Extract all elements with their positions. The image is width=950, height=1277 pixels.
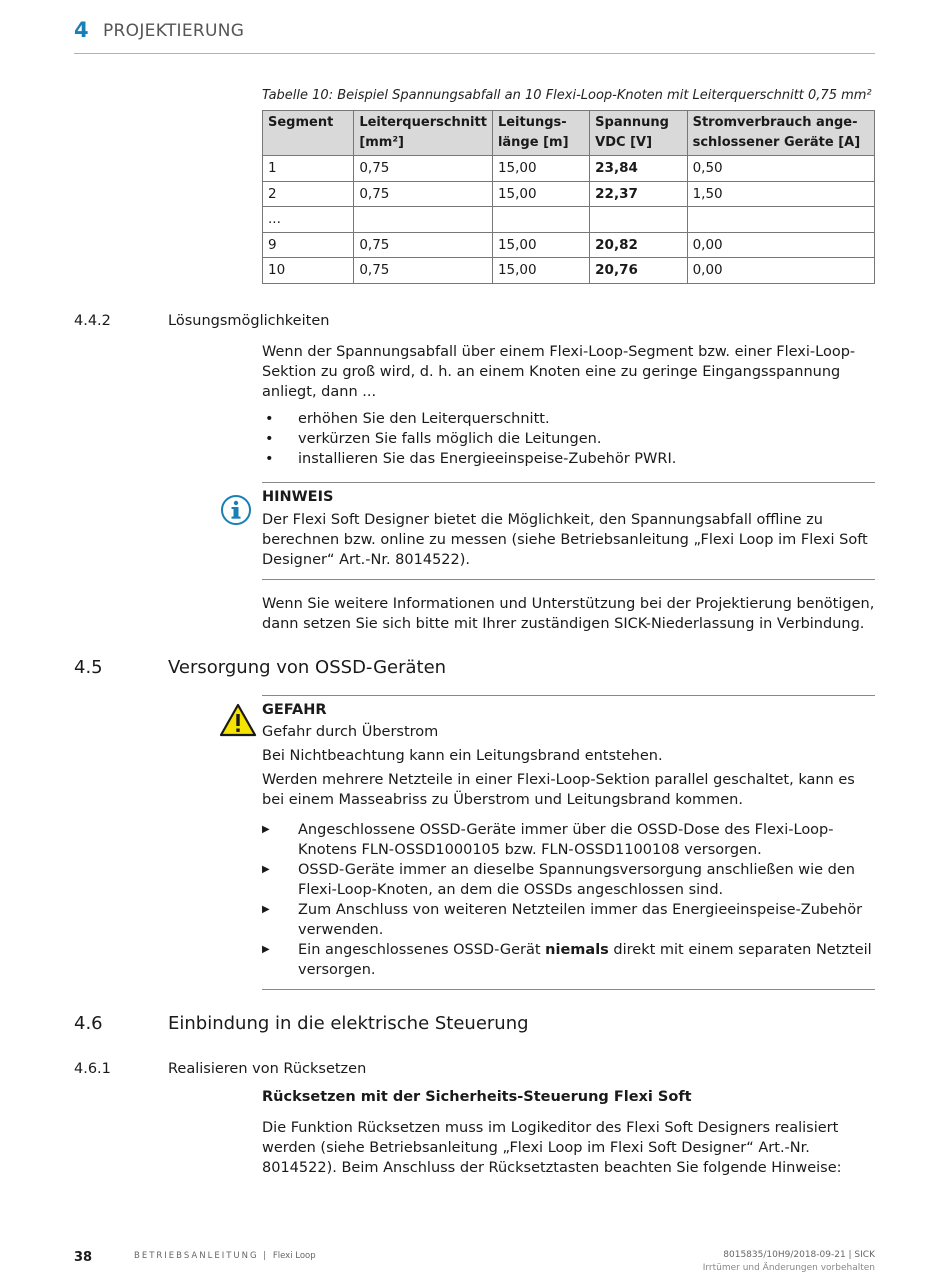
- section-paragraph: Wenn Sie weitere Informationen und Unterstützung bei der Projektierung benötigen, dann setzen Sie sich bitte mit Ihrer zuständigen SICK-Niederlassung in Verbindung.: [262, 596, 875, 632]
- table-cell: 0,75: [354, 232, 493, 258]
- warning-icon: [219, 703, 257, 737]
- table-cell: 20,82: [590, 232, 687, 258]
- list-item: ▶ Angeschlossene OSSD-Geräte immer über die OSSD-Dose des Flexi-Loop-Knotens FLN-OSSD1000105 bzw. FLN-OSSD1100108 versorgen.: [262, 820, 875, 860]
- subheading: Rücksetzen mit der Sicherheits-Steuerung Flexi Soft: [262, 1089, 692, 1105]
- section-number: 4.6.1: [74, 1061, 111, 1077]
- table-cell: 2: [263, 181, 354, 207]
- note-bottom-rule: [262, 579, 875, 580]
- table-cell: 1,50: [687, 181, 874, 207]
- danger-paragraph: Bei Nichtbeachtung kann ein Leitungsbrand entstehen.: [262, 748, 663, 764]
- table-cell: 15,00: [492, 232, 589, 258]
- table-cell: 0,75: [354, 181, 493, 207]
- section-title: Lösungsmöglichkeiten: [168, 313, 330, 329]
- table-cell: ...: [263, 207, 354, 233]
- note-top-rule: [262, 482, 875, 483]
- list-item: • erhöhen Sie den Leiterquerschnitt.: [262, 409, 875, 429]
- table-row: [263, 181, 875, 207]
- footer-document-type: BETRIEBSANLEITUNG | Flexi Loop: [134, 1251, 316, 1261]
- voltage-drop-table: [262, 110, 875, 284]
- table-header-cell: Leiterquerschnitt [mm²]: [354, 111, 493, 156]
- list-item: ▶ OSSD-Geräte immer an dieselbe Spannungsversorgung anschließen wie den Flexi-Loop-Knoten, an dem die OSSDs angeschlossen sind.: [262, 860, 875, 900]
- page-number: 38: [74, 1250, 93, 1265]
- table-cell: 0,00: [687, 258, 874, 284]
- instruction-list: [262, 820, 875, 980]
- table-cell: 15,00: [492, 156, 589, 182]
- table-cell: 0,75: [354, 156, 493, 182]
- table-row: [263, 156, 875, 182]
- page-header: [74, 18, 875, 54]
- table-header-row: [263, 111, 875, 156]
- section-title: Einbindung in die elektrische Steuerung: [168, 1013, 529, 1034]
- chapter-title: PROJEKTIERUNG: [103, 21, 245, 41]
- danger-label: GEFAHR: [262, 702, 327, 718]
- table-cell: 0,50: [687, 156, 874, 182]
- table-cell: 0,00: [687, 232, 874, 258]
- table-cell: [492, 207, 589, 233]
- section-number: 4.4.2: [74, 313, 111, 329]
- table-caption: Tabelle 10: Beispiel Spannungsabfall an 10 Flexi-Loop-Knoten mit Leiterquerschnitt 0,75 mm²: [262, 88, 872, 103]
- footer-document-id: 8015835/10H9/2018-09-21 | SICK: [723, 1250, 875, 1260]
- table-cell: 23,84: [590, 156, 687, 182]
- list-item: • installieren Sie das Energieeinspeise-Zubehör PWRI.: [262, 449, 875, 469]
- section-intro: Wenn der Spannungsabfall über einem Flexi-Loop-Segment bzw. einer Flexi-Loop-Sektion zu groß wird, d. h. an einem Knoten eine zu geringe Eingangsspannung anliegt, dann ...: [262, 344, 856, 400]
- table-cell: 0,75: [354, 258, 493, 284]
- table-header-cell: Stromverbrauch ange- schlossener Geräte [A]: [687, 111, 874, 156]
- section-title: Realisieren von Rücksetzen: [168, 1061, 367, 1077]
- section-number: 4.5: [74, 657, 103, 678]
- table-header-cell: Segment: [263, 111, 354, 156]
- table-row: [263, 207, 875, 233]
- footer-disclaimer: Irrtümer und Änderungen vorbehalten: [702, 1263, 875, 1273]
- info-icon: [220, 494, 252, 526]
- step-text: direkt mit einem separaten Netzteil versorgen.: [298, 942, 872, 978]
- table-cell: 15,00: [492, 181, 589, 207]
- table-cell: 15,00: [492, 258, 589, 284]
- table-row: [263, 258, 875, 284]
- danger-subtitle: Gefahr durch Überstrom: [262, 724, 439, 740]
- table-cell: 22,37: [590, 181, 687, 207]
- bullet-list: [262, 409, 875, 469]
- product-name: Flexi Loop: [272, 1251, 316, 1261]
- step-text: Ein angeschlossenes OSSD-Gerät: [298, 942, 546, 958]
- table-header-cell: Leitungs- länge [m]: [492, 111, 589, 156]
- table-cell: 9: [263, 232, 354, 258]
- table-cell: 20,76: [590, 258, 687, 284]
- section-paragraph: Die Funktion Rücksetzen muss im Logikeditor des Flexi Soft Designers realisiert werden (siehe Betriebsanleitung „Flexi Loop im Flexi Soft Designer“ Art.-Nr. 8014522). Beim Anschluss der Rücksetztasten beachten Sie folgende Hinweise:: [262, 1120, 842, 1176]
- list-item: ▶ Zum Anschluss von weiteren Netzteilen immer das Energieeinspeise-Zubehör verwenden.: [262, 900, 875, 940]
- doc-type: BETRIEBSANLEITUNG: [134, 1251, 259, 1261]
- table-cell: 1: [263, 156, 354, 182]
- list-item: [262, 940, 875, 980]
- chapter-number: 4: [74, 18, 89, 42]
- section-title: Versorgung von OSSD-Geräten: [168, 657, 447, 678]
- note-label: HINWEIS: [262, 489, 334, 505]
- danger-bottom-rule: [262, 989, 875, 990]
- note-text: Der Flexi Soft Designer bietet die Möglichkeit, den Spannungsabfall offline zu berechnen bzw. online zu messen (siehe Betriebsanleitung „Flexi Loop im Flexi Soft Designer“ Art.-Nr. 8014522).: [262, 512, 868, 568]
- table-row: [263, 232, 875, 258]
- table-cell: [354, 207, 493, 233]
- table-cell: [687, 207, 874, 233]
- emphasis-text: niemals: [545, 942, 609, 958]
- danger-paragraph: Werden mehrere Netzteile in einer Flexi-Loop-Sektion parallel geschaltet, kann es bei einem Masseabriss zu Überstrom und Leitungsbrand kommen.: [262, 772, 855, 808]
- section-number: 4.6: [74, 1013, 103, 1034]
- list-item: • verkürzen Sie falls möglich die Leitungen.: [262, 429, 875, 449]
- danger-top-rule: [262, 695, 875, 696]
- table-cell: 10: [263, 258, 354, 284]
- table-cell: [590, 207, 687, 233]
- table-header-cell: Spannung VDC [V]: [590, 111, 687, 156]
